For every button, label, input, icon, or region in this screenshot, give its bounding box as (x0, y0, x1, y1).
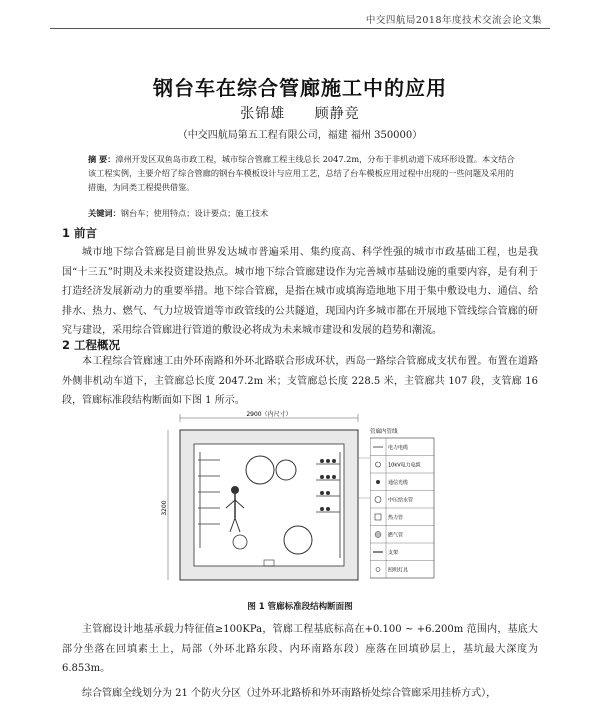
legend-item: 热力管 (388, 515, 404, 521)
section-2-paragraph-1: 本工程综合管廊速工由外环南路和外环北路联合形成环状，西岛一路综合管廊成支状布置。布置在道路外侧非机动车道下，主管廊总长度 2047.2m 米；支管廊总长度 228.5 米，主管廊共 107 段，支管廊 16 段，管廊标准段结构断面如下图 1 所示。 (62, 356, 538, 406)
running-head: 中交四航局2018年度技术交流会论文集 (365, 15, 542, 26)
author-1: 张锦雄 (240, 106, 286, 122)
legend-item: 燃气管 (388, 532, 404, 539)
affiliation: （中交四航局第五工程有限公司，福建 福州 350000） (177, 130, 423, 141)
legend-item: 中压给水管 (388, 497, 414, 504)
section-2-paragraph-3: 综合管廊全线划分为 21 个防火分区（过外环北路桥和外环南路桥处综合管廊采用挂桥方式）， (82, 688, 497, 699)
abstract (88, 152, 520, 194)
legend-table (370, 426, 436, 582)
left-dimension-label: 3200 (161, 500, 168, 516)
legend-title: 管廊内管线 (370, 429, 398, 435)
authors (0, 103, 600, 123)
paper-title: 钢台车在综合管廊施工中的应用 (153, 76, 447, 100)
abstract-text: 漳州开发区双鱼岛市政工程，城市综合管廊工程主线总长 2047.2m，分布于非机动道下成环形设置。本文结合该工程实例，主要介绍了综合管廊的钢台车模板设计与应用工艺，总结了台车模板应用过程中出现的一些问题及采用的措施，为同类工程提供借鉴。 (88, 154, 515, 192)
keywords-label: 关键词： (88, 208, 121, 218)
figure-legend (370, 426, 436, 582)
legend-item: 电力电缆 (388, 445, 409, 451)
abstract-label: 摘 要： (88, 154, 116, 164)
figure-caption: 图 1 管廊标准段结构断面图 (247, 602, 353, 612)
legend-item: 10kV电力电缆 (388, 462, 421, 469)
section-2-paragraph-2: 主管廊设计地基承载力特征值≥100KPa，管廊工程基底标高在+0.100 ~ +6.200m 范围内，基底大部分坐落在回填素土上，局部（外环北路东段、内环南路东段）座落在回填砂层上，基坑最大深度为 6.853m。 (62, 624, 538, 674)
top-dimension-label: 2900（内尺寸） (246, 411, 292, 418)
legend-item: 照明灯具 (388, 567, 409, 574)
author-2: 顾静竞 (314, 106, 360, 122)
legend-item: 支架 (388, 550, 399, 556)
section-heading-1: 1 前言 (62, 226, 98, 240)
header-rule (50, 28, 550, 29)
keywords (88, 208, 520, 219)
legend-item: 通信光缆 (388, 480, 409, 486)
section-heading-2: 2 工程概况 (62, 338, 121, 352)
keywords-text: 钢台车；使用特点；设计要点；施工技术 (120, 208, 269, 218)
section-1-paragraph: 城市地下综合管廊是目前世界发达城市普遍采用、集约度高、科学性强的城市市政基础工程，也是我国“十三五”时期及未来投资建设热点。城市地下综合管廊建设作为完善城市基础设施的重要内容，是有利于打造经济发展新动力的重要举措。地下综合管廊，是指在城市或填海造地地下用于集中敷设电力、通信、给排水、热力、燃气、气力垃圾管道等市政管线的公共隧道，现国内许多城市都在开展地下管线综合管廊的研究与建设，采用综合管廊进行管道的敷设必将成为未来城市建设和发展的趋势和潮流。 (62, 247, 538, 336)
